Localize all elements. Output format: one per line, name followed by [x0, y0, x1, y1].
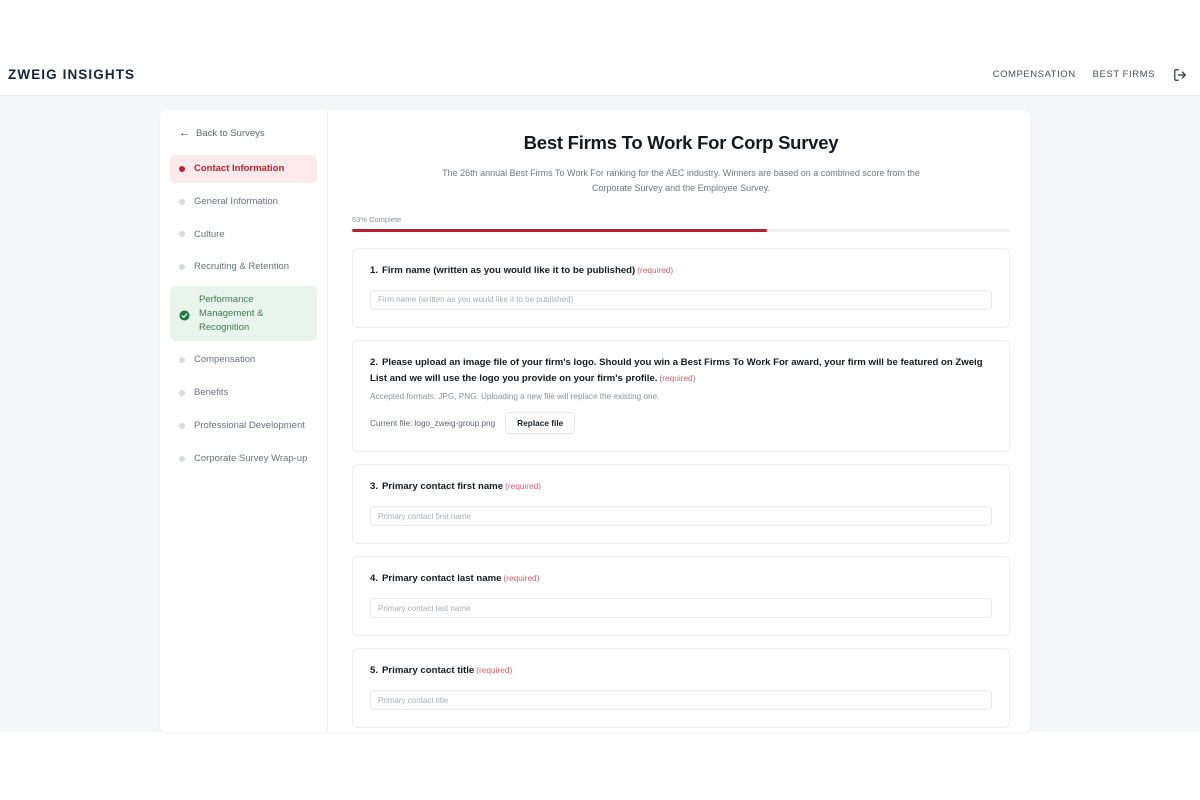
logout-icon[interactable] [1172, 67, 1188, 83]
arrow-left-icon: ← [179, 127, 190, 139]
back-to-surveys-label: Back to Surveys [196, 128, 265, 139]
sidebar-item-label: Culture [194, 228, 225, 240]
nav-link-best-firms[interactable]: BEST FIRMS [1092, 69, 1155, 80]
survey-content [328, 110, 1030, 732]
sidebar-item-label: Contact Information [194, 163, 285, 174]
sidebar-item-label: General Information [194, 195, 278, 207]
page-title: Best Firms To Work For Corp Survey [523, 132, 839, 153]
question-number: 3. [370, 481, 379, 493]
survey-sidebar [160, 110, 328, 732]
question-number: 1. [370, 264, 379, 276]
sidebar-item-professional-development[interactable] [170, 412, 317, 440]
dot-icon [179, 166, 185, 172]
nav-link-compensation[interactable]: COMPENSATION [992, 69, 1076, 80]
required-badge: (required) [503, 573, 540, 584]
sidebar-item-contact-information[interactable] [170, 155, 317, 183]
sidebar-item-label: Performance Management & Recognition [199, 294, 264, 333]
sidebar-item-label: Professional Development [194, 419, 305, 431]
primary-contact-first-name-input[interactable] [370, 506, 992, 526]
question-card-2 [352, 340, 1010, 452]
required-badge: (required) [476, 665, 513, 676]
question-number: 2. [370, 356, 379, 368]
sidebar-item-label: Recruiting & Retention [194, 261, 290, 273]
progress-label: 63% Complete [352, 214, 402, 224]
question-number: 5. [370, 665, 379, 677]
primary-contact-last-name-input[interactable] [370, 598, 992, 618]
sidebar-item-label: Compensation [194, 354, 256, 366]
question-text: Primary contact first name [382, 481, 504, 493]
progress-bar-fill [352, 229, 767, 232]
question-title [370, 479, 992, 495]
question-card-5 [352, 648, 1010, 728]
question-text: Primary contact last name [382, 573, 502, 585]
progress-bar [352, 229, 1010, 232]
header-nav [993, 67, 1200, 83]
sidebar-item-general-information[interactable] [170, 188, 317, 216]
sidebar-item-performance-management-recognition[interactable] [170, 286, 317, 341]
sidebar-item-recruiting-retention[interactable] [170, 253, 317, 281]
question-text: Please upload an image file of your firm's logo. Should you win a Best Firms To Work For award, your firm will be featured on Zweig List and we will use the logo you provide on your firm's profile. [370, 356, 983, 384]
replace-file-button[interactable]: Replace file [505, 412, 575, 434]
dot-icon [179, 199, 185, 205]
required-badge: (required) [505, 481, 542, 492]
survey-panel [160, 110, 1030, 732]
question-card-4 [352, 556, 1010, 636]
upload-helper-text: Accepted formats: JPG, PNG. Uploading a new file will replace the existing one. [370, 392, 660, 402]
primary-contact-title-input[interactable] [370, 690, 992, 710]
page-subtitle: The 26th annual Best Firms To Work For ranking for the AEC industry. Winners are based on a combined score from the Corporate Survey and the Employee Survey. [442, 168, 920, 194]
dot-icon [179, 264, 185, 270]
file-upload-row [370, 412, 992, 434]
back-to-surveys-link[interactable] [170, 124, 317, 143]
question-title [370, 663, 992, 679]
dot-icon [179, 357, 185, 363]
sidebar-item-label: Benefits [194, 387, 229, 399]
dot-icon [179, 456, 185, 462]
question-title [370, 571, 992, 587]
question-number: 4. [370, 573, 379, 585]
dot-icon [179, 231, 185, 237]
sidebar-item-compensation[interactable] [170, 346, 317, 374]
question-card-1 [352, 248, 1010, 328]
question-title [370, 263, 992, 279]
brand-logo: ZWEIG INSIGHTS [8, 67, 136, 82]
question-card-3 [352, 464, 1010, 544]
check-circle-icon [179, 308, 190, 319]
firm-name-input[interactable] [370, 290, 992, 310]
required-badge: (required) [637, 264, 674, 275]
app-header [0, 54, 1200, 96]
question-text: Primary contact title [382, 665, 475, 677]
required-badge: (required) [659, 372, 696, 383]
dot-icon [179, 423, 185, 429]
sidebar-item-culture[interactable] [170, 221, 317, 249]
sidebar-item-benefits[interactable] [170, 379, 317, 407]
sidebar-item-corporate-survey-wrap-up[interactable] [170, 445, 317, 473]
current-file-label: Current file: logo_zweig-group.png [370, 418, 496, 428]
dot-icon [179, 390, 185, 396]
question-text: Firm name (written as you would like it to be published) [382, 264, 636, 276]
sidebar-item-label: Corporate Survey Wrap-up [194, 452, 308, 464]
question-title [370, 355, 992, 386]
